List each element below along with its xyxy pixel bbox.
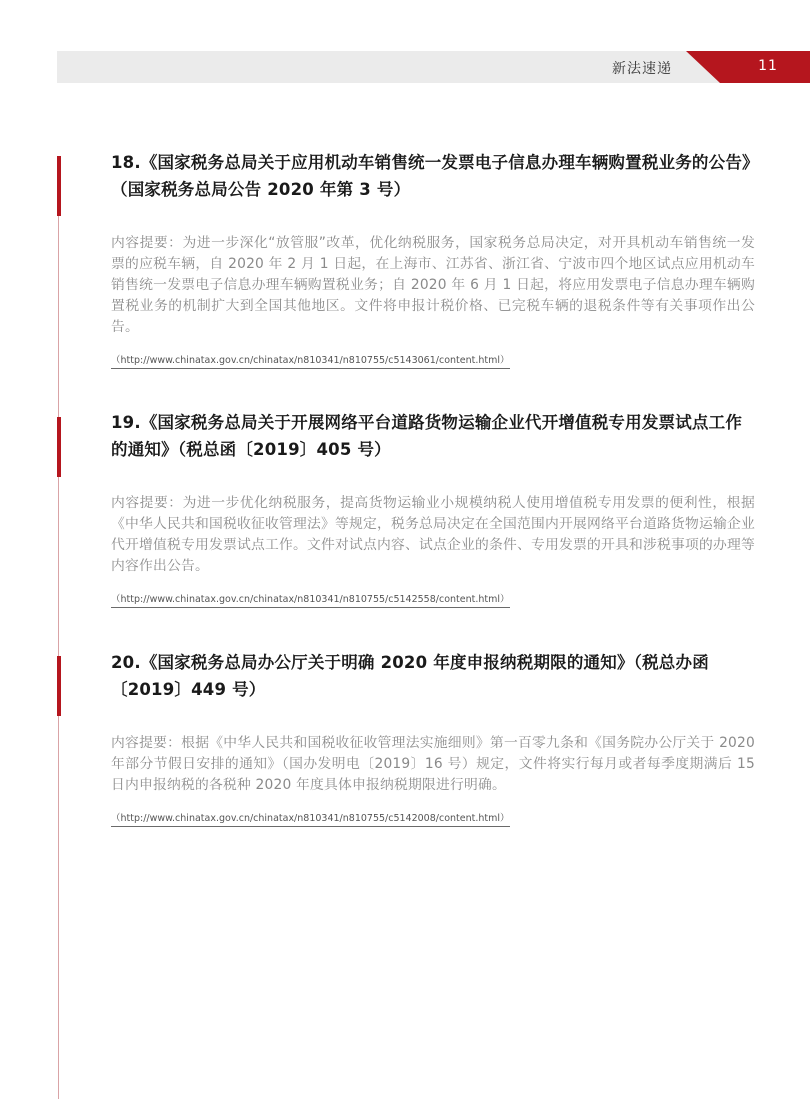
entry-source-link[interactable]: （http://www.chinatax.gov.cn/chinatax/n810341/n810755/c5142558/content.html）	[111, 591, 510, 608]
entry-20	[111, 649, 755, 827]
entry-title: 19.《国家税务总局关于开展网络平台道路货物运输企业代开增值税专用发票试点工作的通知》（税总函〔2019〕405 号）	[111, 413, 743, 459]
accent-bar	[57, 417, 61, 477]
entry-title: 18.《国家税务总局关于应用机动车销售统一发票电子信息办理车辆购置税业务的公告》（国家税务总局公告 2020 年第 3 号）	[111, 153, 751, 199]
entry-title: 20.《国家税务总局办公厅关于明确 2020 年度申报纳税期限的通知》（税总办函〔2019〕449 号）	[111, 653, 709, 699]
page-number: 11	[758, 58, 778, 74]
section-label: 新法速递	[612, 61, 672, 77]
entry-18	[111, 149, 755, 369]
margin-line	[58, 156, 59, 1099]
entry-19	[111, 409, 755, 608]
entry-source-link[interactable]: （http://www.chinatax.gov.cn/chinatax/n810341/n810755/c5143061/content.html）	[111, 352, 510, 369]
accent-bar	[57, 656, 61, 716]
entry-summary: 内容提要：为进一步深化“放管服”改革，优化纳税服务，国家税务总局决定，对开具机动车销售统一发票的应税车辆，自 2020 年 2 月 1 日起，在上海市、江苏省、浙江省、宁波市四个地区试点应用机动车销售统一发票电子信息办理车辆购置税业务；自 2020 年 6 月 1 日起，将应用发票电子信息办理车辆购置税业务的机制扩大到全国其他地区。文件将申报计税价格、已完税车辆的退税条件等有关事项作出公告。	[111, 235, 755, 335]
entry-source-link[interactable]: （http://www.chinatax.gov.cn/chinatax/n810341/n810755/c5142008/content.html）	[111, 810, 510, 827]
accent-bar	[57, 156, 61, 216]
entry-summary: 内容提要：根据《中华人民共和国税收征收管理法实施细则》第一百零九条和《国务院办公厅关于 2020 年部分节假日安排的通知》（国办发明电〔2019〕16 号）规定，文件将实行每月或者每季度期满后 15 日内申报纳税的各税种 2020 年度具体申报纳税期限进行明确。	[111, 735, 755, 793]
entry-summary: 内容提要：为进一步优化纳税服务，提高货物运输业小规模纳税人使用增值税专用发票的便利性，根据《中华人民共和国税收征收管理法》等规定，税务总局决定在全国范围内开展网络平台道路货物运输企业代开增值税专用发票试点工作。文件对试点内容、试点企业的条件、专用发票的开具和涉税事项的办理等内容作出公告。	[111, 495, 755, 574]
